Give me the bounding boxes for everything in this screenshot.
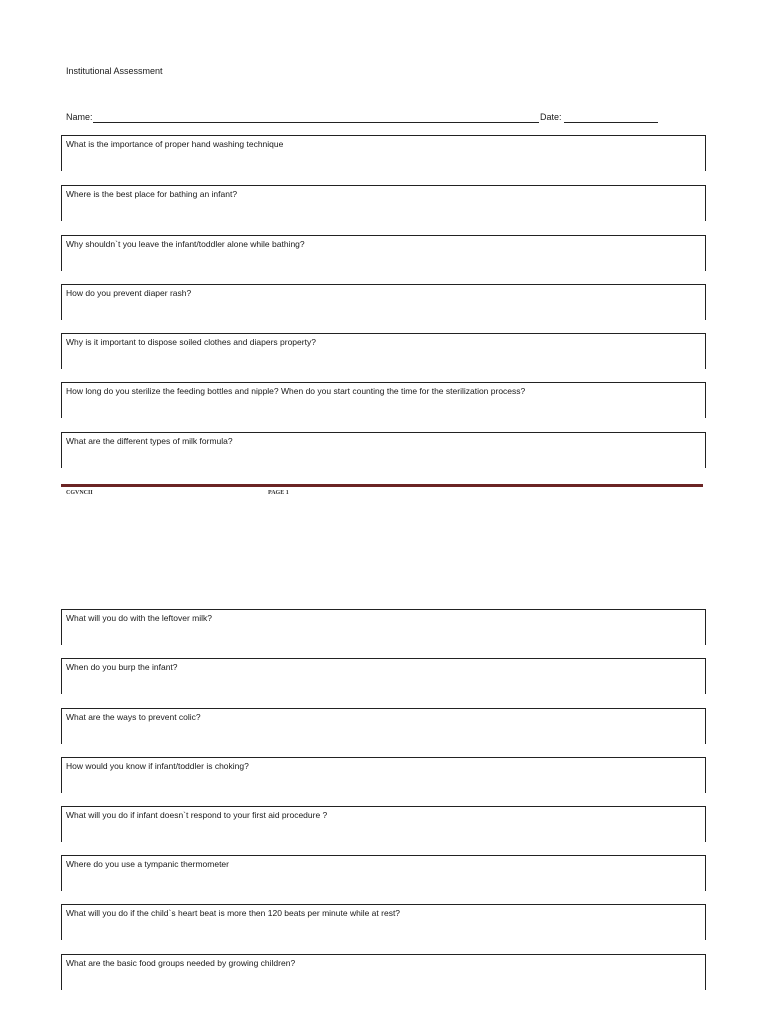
question-box[interactable]: How do you prevent diaper rash? <box>61 284 706 320</box>
question-box[interactable]: What are the basic food groups needed by growing children? <box>61 954 706 990</box>
document-title: Institutional Assessment <box>66 66 163 76</box>
question-box[interactable]: What will you do with the leftover milk? <box>61 609 706 645</box>
question-box[interactable]: How would you know if infant/toddler is choking? <box>61 757 706 793</box>
question-box[interactable]: Where do you use a tympanic thermometer <box>61 855 706 891</box>
question-box[interactable]: When do you burp the infant? <box>61 658 706 694</box>
name-date-row <box>66 112 658 124</box>
question-box[interactable]: What is the importance of proper hand washing technique <box>61 135 706 171</box>
date-field-line[interactable] <box>564 122 658 123</box>
question-box[interactable]: Why shouldn`t you leave the infant/toddler alone while bathing? <box>61 235 706 271</box>
question-box[interactable]: Where is the best place for bathing an infant? <box>61 185 706 221</box>
footer-code: CGVNCII <box>66 490 93 496</box>
page-number: PAGE 1 <box>268 490 289 496</box>
question-box[interactable]: What will you do if infant doesn`t respond to your first aid procedure ? <box>61 806 706 842</box>
question-box[interactable]: What are the ways to prevent colic? <box>61 708 706 744</box>
question-box[interactable]: What are the different types of milk formula? <box>61 432 706 468</box>
question-box[interactable]: How long do you sterilize the feeding bottles and nipple? When do you start counting the time for the sterilization process? <box>61 382 706 418</box>
question-box[interactable]: What will you do if the child`s heart beat is more then 120 beats per minute while at rest? <box>61 904 706 940</box>
question-box[interactable]: Why is it important to dispose soiled clothes and diapers property? <box>61 333 706 369</box>
name-label: Name: <box>66 112 93 122</box>
date-label: Date: <box>540 112 562 122</box>
name-field-line[interactable] <box>93 122 539 123</box>
footer-divider <box>61 484 703 487</box>
